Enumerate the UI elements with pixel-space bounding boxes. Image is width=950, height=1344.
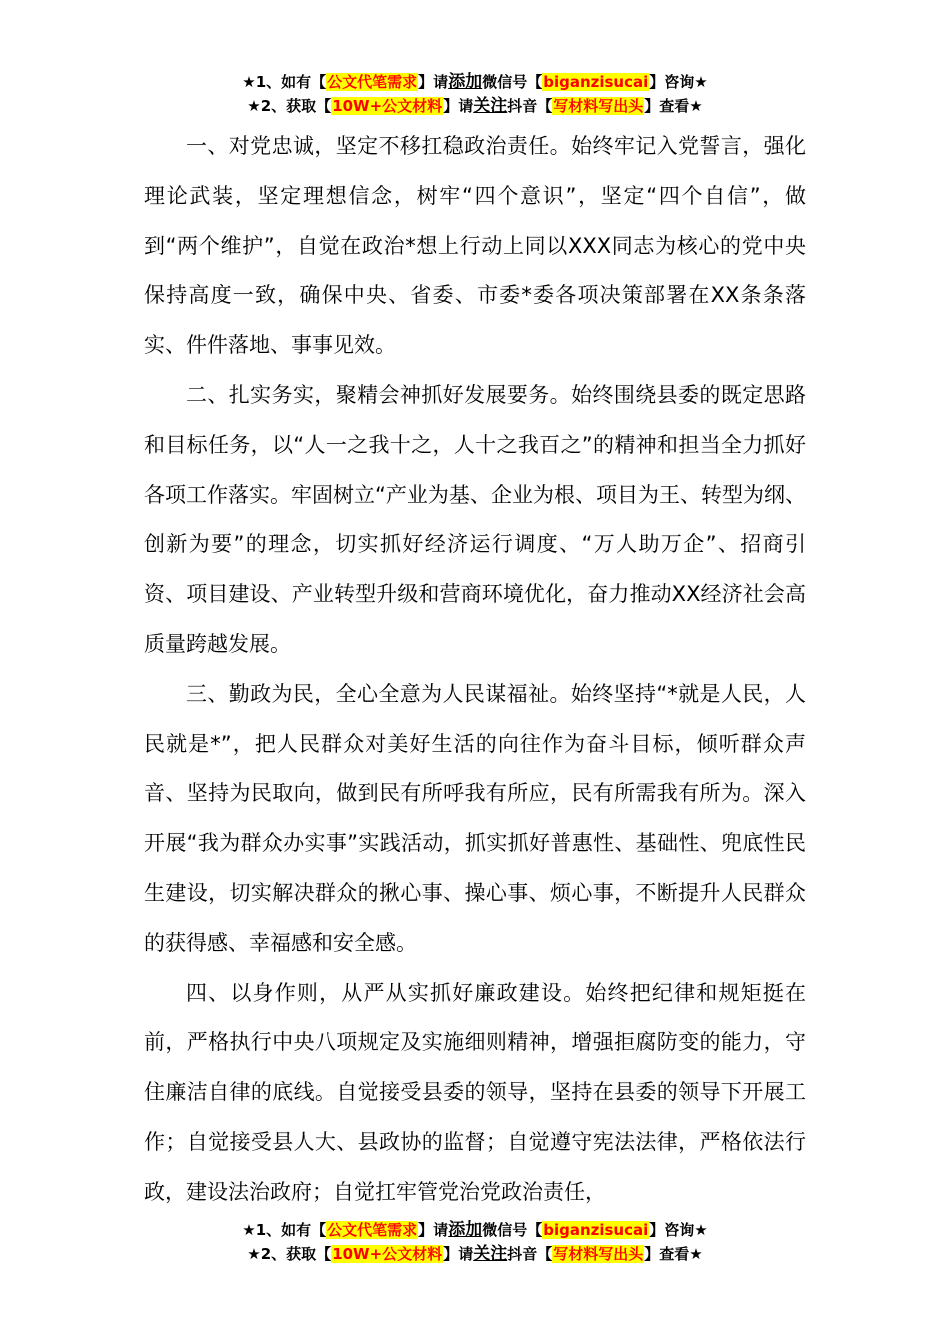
promo-line-1	[0, 1218, 950, 1242]
promo-text: 】请	[418, 1221, 449, 1239]
promo-emphasis: 添加	[448, 1220, 483, 1240]
promo-text: ★2、获取【	[247, 1245, 332, 1263]
promo-highlight: 公文代笔需求	[327, 1221, 418, 1239]
promo-text: 微信号【	[482, 73, 543, 91]
promo-wechat-id: biganzisucai	[543, 73, 649, 91]
promo-text: 】查看★	[644, 97, 703, 115]
promo-text: ★1、如有【	[242, 1221, 327, 1239]
paragraph-3: 三、勤政为民，全心全意为人民谋福祉。始终坚持“*就是人民，人民就是*”，把人民群众对美好生活的向往作为奋斗目标，倾听群众声音、坚持为民取向，做到民有所呼我有所应，民有所需我有所为。深入开展“我为群众办实事”实践活动，抓实抓好普惠性、基础性、兜底性民生建设，切实解决群众的揪心事、操心事、烦心事，不断提升人民群众的获得感、幸福感和安全感。	[144, 681, 806, 955]
promo-douyin-id: 写材料写出头	[553, 97, 644, 115]
promo-line-2	[0, 94, 950, 118]
promo-emphasis: 关注	[473, 1244, 508, 1264]
promo-wechat-id: biganzisucai	[543, 1221, 649, 1239]
promo-douyin-id: 写材料写出头	[553, 1245, 644, 1263]
paragraph-1: 一、对党忠诚，坚定不移扛稳政治责任。始终牢记入党誓言，强化理论武装，坚定理想信念，树牢“四个意识”，坚定“四个自信”，做到“两个维护”，自觉在政治*想上行动上同以XXX同志为核心的党中央保持高度一致，确保中央、省委、市委*委各项决策部署在XX条条落实、件件落地、事事见效。	[144, 134, 806, 358]
promo-banner-top	[0, 70, 950, 118]
promo-highlight: 公文代笔需求	[327, 73, 418, 91]
promo-emphasis: 关注	[473, 96, 508, 116]
document-body	[144, 122, 806, 1218]
promo-text: 】查看★	[644, 1245, 703, 1263]
promo-text: 】请	[443, 1245, 474, 1263]
promo-text: 】请	[418, 73, 449, 91]
paragraph-4: 四、以身作则，从严从实抓好廉政建设。始终把纪律和规矩挺在前，严格执行中央八项规定及实施细则精神，增强拒腐防变的能力，守住廉洁自律的底线。自觉接受县委的领导，坚持在县委的领导下开展工作；自觉接受县人大、县政协的监督；自觉遵守宪法法律，严格依法行政，建设法治政府；自觉扛牢管党治党政治责任，	[144, 980, 806, 1204]
promo-text: 微信号【	[482, 1221, 543, 1239]
paragraph-2: 二、扎实务实，聚精会神抓好发展要务。始终围绕县委的既定思路和目标任务，以“人一之我十之，人十之我百之”的精神和担当全力抓好各项工作落实。牢固树立“产业为基、企业为根、项目为王、转型为纲、创新为要”的理念，切实抓好经济运行调度、“万人助万企”、招商引资、项目建设、产业转型升级和营商环境优化，奋力推动XX经济社会高质量跨越发展。	[144, 382, 806, 656]
promo-line-2	[0, 1242, 950, 1266]
promo-text: ★1、如有【	[242, 73, 327, 91]
promo-text: 】咨询★	[649, 1221, 708, 1239]
promo-text: 抖音【	[507, 97, 553, 115]
promo-highlight: 10W+公文材料	[332, 97, 443, 115]
promo-highlight: 10W+公文材料	[332, 1245, 443, 1263]
promo-line-1	[0, 70, 950, 94]
promo-text: 抖音【	[507, 1245, 553, 1263]
promo-emphasis: 添加	[448, 72, 483, 92]
promo-text: 】咨询★	[649, 73, 708, 91]
promo-text: ★2、获取【	[247, 97, 332, 115]
promo-text: 】请	[443, 97, 474, 115]
promo-banner-bottom	[0, 1218, 950, 1266]
